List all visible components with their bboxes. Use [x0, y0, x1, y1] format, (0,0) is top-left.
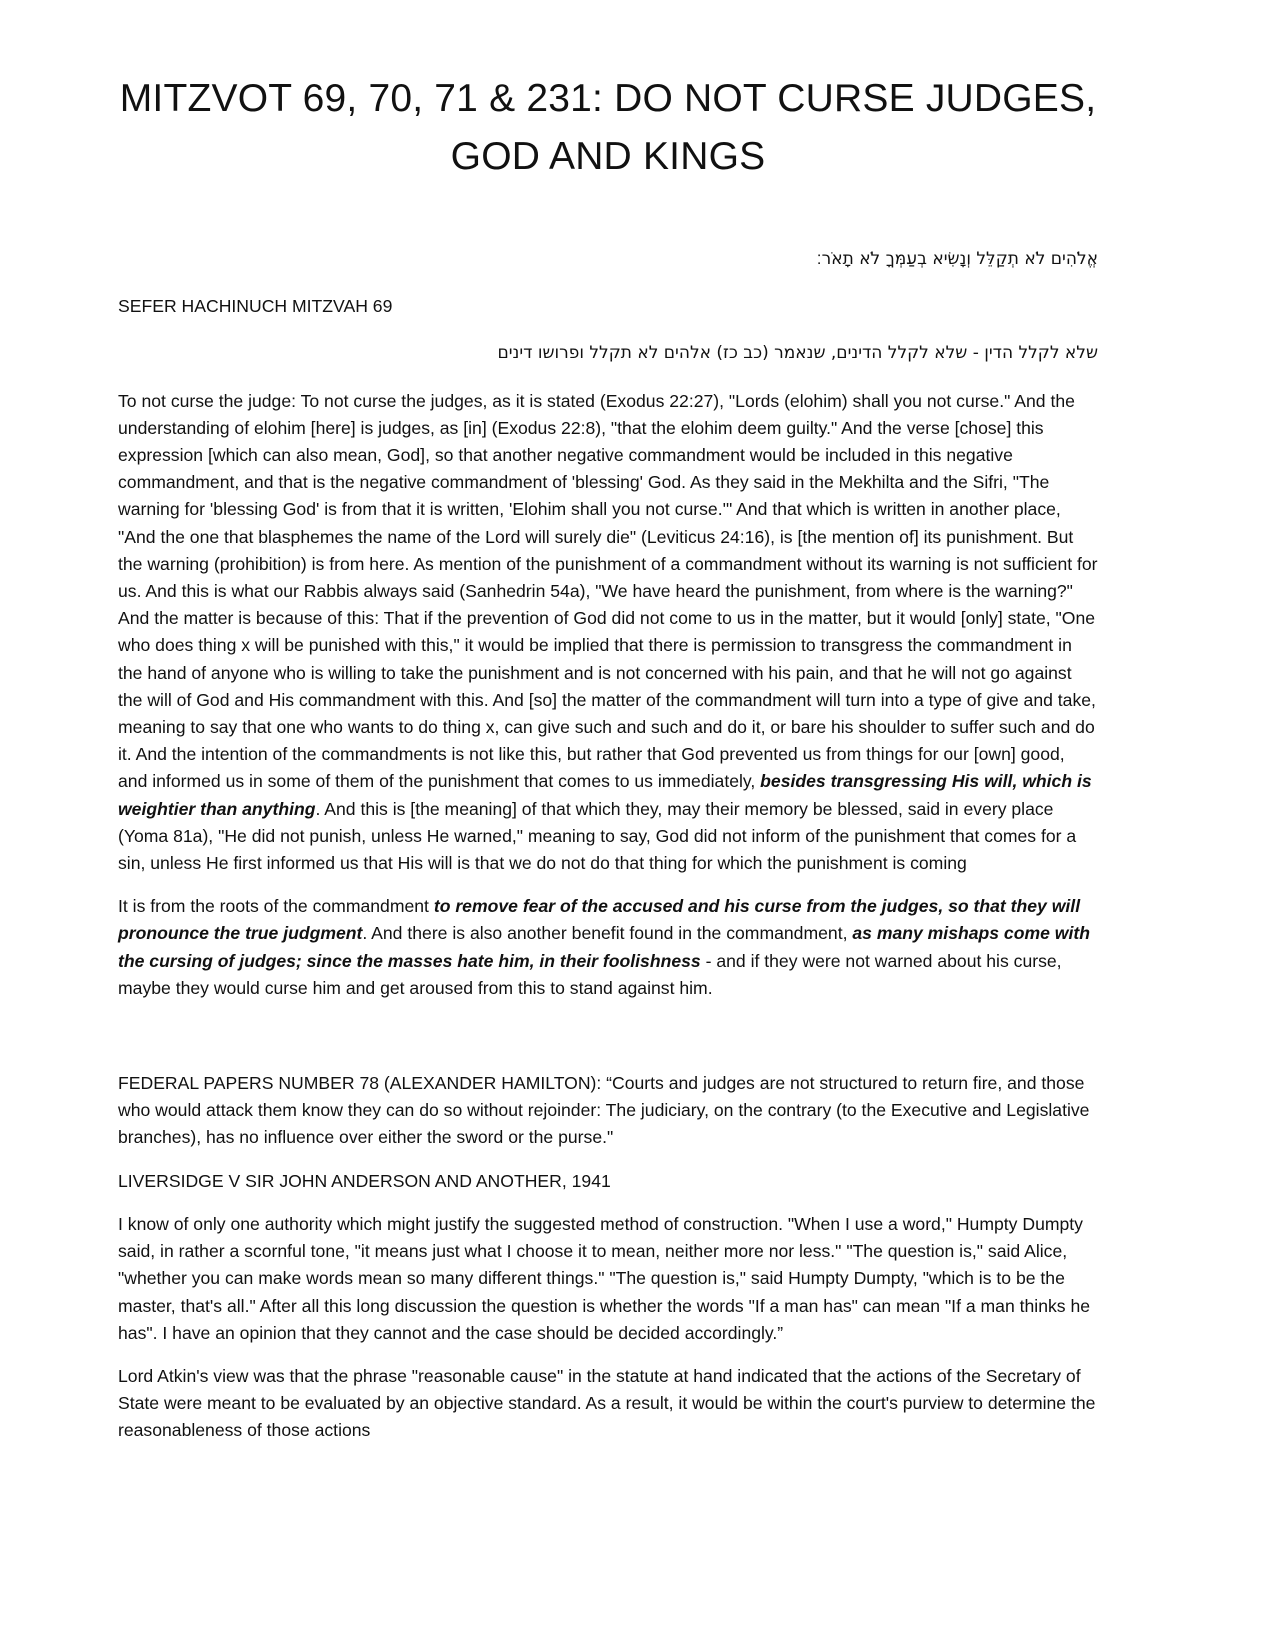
source-heading: SEFER HACHINUCH MITZVAH 69: [118, 296, 393, 317]
emphasis: as many mishaps come with the cursing of judges; since the masses hate him, in their foolishness: [118, 923, 1090, 971]
chinuch-paragraph-2: [118, 893, 1098, 1002]
case-heading: LIVERSIDGE V SIR JOHN ANDERSON AND ANOTHER, 1941: [118, 1170, 611, 1191]
emphasis: to remove fear of the accused and his curse from the judges, so that they will pronounce the true judgment: [118, 896, 1081, 944]
text: - and if they were not warned about his curse, maybe they would curse him and get aroused from this to stand against him.: [118, 950, 1062, 998]
text: . And this is [the meaning] of that which they, may their memory be blessed, said in every place (Yoma 81a), "He did not punish, unless He warned," meaning to say, God did not inform of the punishment that comes for a sin, unless He first informed us that His will is that we do not do that thing for which the punishment is coming: [118, 798, 1077, 874]
text: It is from the roots of the commandment: [118, 896, 434, 917]
federalist-quote: FEDERAL PAPERS NUMBER 78 (ALEXANDER HAMILTON): “Courts and judges are not structured to return fire, and those who would attack them know they can do so without rejoinder: The judiciary, on the contrary (to the Executive and Legislative branches), has no influence over either the sword or the purse.": [118, 1073, 1090, 1148]
case-quote: I know of only one authority which might justify the suggested method of construction. "When I use a word," Humpty Dumpty said, in rather a scornful tone, "it means just what I choose it to mean, neither more nor less." "The question is," said Alice, "whether you can make words mean so many different things." "The question is," said Humpty Dumpty, "which is to be the master, that's all." After all this long discussion the question is whether the words "If a man has" can mean "If a man thinks he has". I have an opinion that they cannot and the case should be decided accordingly.”: [118, 1213, 1091, 1343]
chinuch-paragraph-1: [118, 388, 1098, 878]
text: . And there is also another benefit found in the commandment,: [362, 923, 853, 944]
atkin-paragraph: Lord Atkin's view was that the phrase "reasonable cause" in the statute at hand indicated that the actions of the Secretary of State were meant to be evaluated by an objective standard. As a result, it would be within the court's purview to determine the reasonableness of those actions: [118, 1365, 1096, 1441]
verse-hebrew: אֱלֹהִים לֹא תְקַלֵּל וְנָשִׂיא בְעַמְּךָ לֹא תָאֹר׃: [816, 249, 1098, 269]
text: To not curse the judge: To not curse the judges, as it is stated (Exodus 22:27), "Lords (elohim) shall you not curse." And the understanding of elohim [here] is judges, as [in] (Exodus 22:8), "that the elohim deem guilty." And the verse [chose] this expression [which can also mean, God], so that another negative commandment would be included in this negative commandment, and that is the negative commandment of 'blessing' God. As they said in the Mekhilta and the Sifri, "The warning for 'blessing God' is from that it is written, 'Elohim shall you not curse.'" And that which is written in another place, "And the one that blasphemes the name of the Lord will surely die" (Leviticus 24:16), is [the mention of] its punishment. But the warning (prohibition) is from here. As mention of the punishment of a commandment without its warning is not sufficient for us. And this is what our Rabbis always said (Sanhedrin 54a), "We have heard the punishment, from where is the warning?" And the matter is because of this: That if the prevention of God did not come to us in the matter, but it would [only] state, "One who does thing x will be punished with this," it would be implied that there is permission to transgress the commandment in the hand of anyone who is willing to take the punishment and is not concerned with his pain, and that he will not go against the will of God and His commandment with this. And [so] the matter of the commandment will turn into a type of give and take, meaning to say that one who wants to do thing x, can give such and such and do it, or bare his shoulder to suffer such and do it. And the intention of the commandments is not like this, but rather that God prevented us from things for our [own] good, and informed us in some of them of the punishment that comes to us immediately,: [118, 390, 1098, 792]
document-page: [118, 70, 1098, 1461]
page-title: MITZVOT 69, 70, 71 & 231: DO NOT CURSE JUDGES, GOD AND KINGS: [119, 77, 1097, 178]
emphasis: besides transgressing His will, which is weightier than anything: [118, 771, 1092, 819]
chinuch-hebrew: שלא לקלל הדין - שלא לקלל הדינים, שנאמר (כב כז) אלהים לא תקלל ופרושו דינים: [497, 343, 1098, 364]
